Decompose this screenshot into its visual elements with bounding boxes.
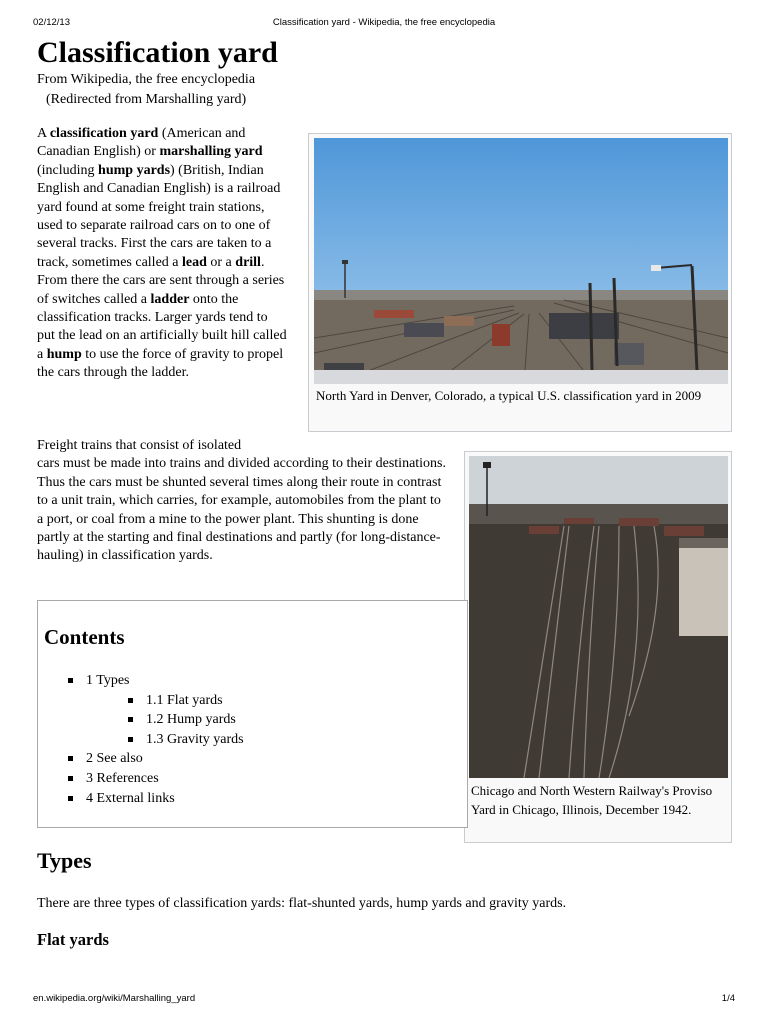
contents-heading: Contents	[44, 625, 125, 649]
toc-subitem[interactable]: 1.3 Gravity yards	[128, 730, 244, 750]
print-date: 02/12/13	[33, 17, 70, 28]
term-hump: hump	[46, 346, 82, 362]
term-marshalling-yard: marshalling yard	[159, 144, 263, 160]
print-url: en.wikipedia.org/wiki/Marshalling_yard	[33, 993, 196, 1004]
north-yard-photo[interactable]	[314, 138, 728, 384]
toc-item[interactable]: 2 See also	[68, 749, 244, 769]
term-classification-yard: classification yard	[49, 126, 159, 141]
toc-item[interactable]: 3 References	[68, 769, 244, 789]
intro-paragraph: A classification yard (American and Canadian English) or marshalling yard (including hump yards) (British, Indian English and Canadian English) is a railroad yard found at some freight train stations, used to separate railroad cars on to one of several tracks. First the cars are taken to a track, sometimes called a lead or a drill. From there the cars are sent through a series of switches called a ladder onto the classification tracks. Larger yards tend to put the lead on an artificially built hill called a hump to use the force of gravity to propel the cars through the ladder.	[37, 126, 287, 381]
section-heading-flat-yards: Flat yards	[37, 930, 109, 949]
print-footer	[0, 993, 768, 1007]
figure-caption: Chicago and North Western Railway's Proviso Yard in Chicago, Illinois, December 1942.	[471, 783, 713, 817]
table-of-contents	[37, 600, 468, 828]
toc-subitem[interactable]: 1.2 Hump yards	[128, 710, 244, 730]
print-page-title: Classification yard - Wikipedia, the free encyclopedia	[272, 17, 496, 28]
term-lead: lead	[182, 254, 207, 270]
contents-sublist	[86, 691, 244, 750]
toc-item[interactable]: 4 External links	[68, 789, 244, 809]
freight-paragraph: Freight trains that consist of isolated cars must be made into trains and divided according to their destinations. Thus the cars must be shunted several times along their route in contrast to a unit train, which carries, for example, automobiles from the plant to a port, or coal from a mine to the power plant. This shunting is done partly at the starting and final destinations and partly (for long-distance-hauling) in classification yards.	[37, 438, 447, 564]
contents-list	[68, 671, 244, 808]
figure-proviso-yard	[464, 451, 732, 843]
site-subtitle: From Wikipedia, the free encyclopedia	[37, 72, 256, 87]
section-heading-types: Types	[37, 848, 92, 873]
toc-item[interactable]: 1 Types 1.1 Flat yards 1.2 Hump yards 1.3 Gravity yards	[68, 671, 244, 749]
redirect-notice: (Redirected from Marshalling yard)	[46, 92, 247, 107]
types-paragraph: There are three types of classification yards: flat-shunted yards, hump yards and gravity yards.	[37, 896, 567, 911]
term-drill: drill	[235, 254, 261, 270]
article-title: Classification yard	[37, 36, 278, 69]
term-ladder: ladder	[150, 291, 190, 307]
figure-caption: North Yard in Denver, Colorado, a typical U.S. classification yard in 2009	[316, 388, 702, 403]
print-page-number: 1/4	[721, 993, 735, 1004]
proviso-yard-photo[interactable]	[469, 456, 728, 778]
print-header	[0, 17, 768, 31]
toc-subitem[interactable]: 1.1 Flat yards	[128, 691, 244, 711]
term-hump-yards: hump yards	[98, 162, 171, 178]
figure-north-yard	[308, 133, 732, 432]
